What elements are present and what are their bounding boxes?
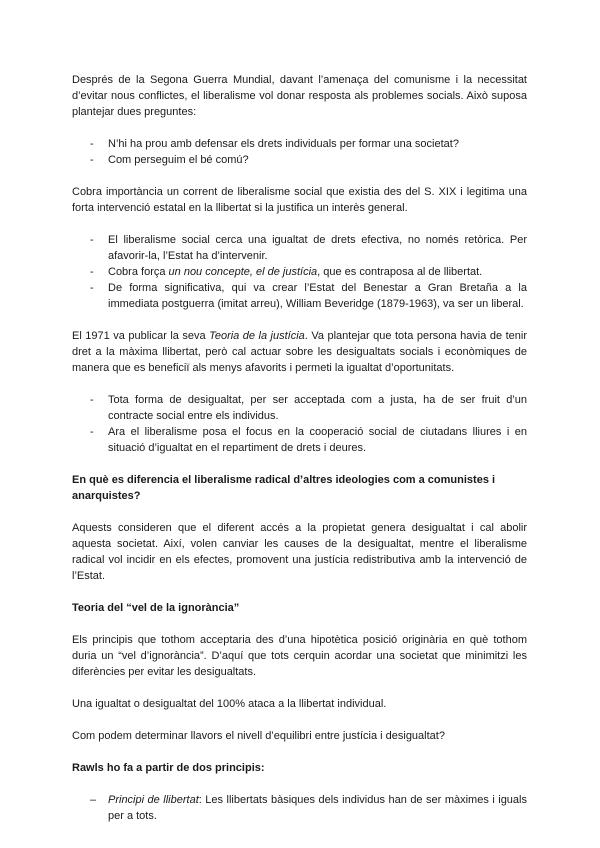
list-item: - Tota forma de desigualtat, per ser acceptada com a justa, ha de ser fruit d’un contracte social entre els individus. [90, 394, 527, 422]
list-item: - El liberalisme social cerca una igualtat de drets efectiva, no només retòrica. Per afavorir-la, l’Estat ha d’intervenir. [90, 234, 527, 262]
veil-paragraph: Els principis que tothom acceptaria des d’una hipotètica posició originària en què tothom duria un “vel d’ignorància”. D’aquí que tots cerquin acordar una societat que minimitzi les diferències per evitar les desigualtats. [72, 634, 527, 678]
list-item: - Com perseguim el bé comú? [90, 154, 249, 166]
differences-paragraph: Aquests consideren que el diferent accés a la propietat genera desigualtat i cal abolir aquesta societat. Així, volen canviar les causes de la desigualtat, mentre el liberalisme radical vol incidir en els efectes, promovent una justícia redistributiva amb la intervenció de l’Estat. [72, 522, 527, 582]
social-liberalism-paragraph: Cobra importància un corrent de liberalisme social que existia des del S. XIX i legitima una forta intervenció estatal en la llibertat si la justifica un interès general. [72, 186, 527, 214]
dash-marker: – [90, 794, 97, 806]
list-item: - Ara el liberalisme posa el focus en la cooperació social de ciutadans lliures i en situació d’igualtat en el repartiment de drets i deures. [90, 426, 527, 454]
dash-marker: - [90, 154, 94, 166]
section-heading-differences: En què es diferencia el liberalisme radical d’altres ideologies com a comunistes i anarquistes? [72, 474, 496, 502]
book-title: Teoria de la justícia [209, 330, 305, 342]
principles-list [72, 792, 527, 824]
inequality-list [72, 392, 527, 456]
dash-marker: - [90, 266, 94, 278]
document-body [72, 72, 527, 840]
dash-marker: - [90, 394, 94, 406]
equality-paragraph: Una igualtat o desigualtat del 100% ataca a la llibertat individual. [72, 698, 387, 710]
questions-list [72, 136, 527, 168]
dash-marker: - [90, 282, 94, 294]
principle-name: Principi de llibertat [108, 794, 199, 806]
list-item: – Principi de llibertat: Les llibertats bàsiques dels individus han de ser màximes i iguals per a tots. [90, 794, 527, 822]
dash-marker: - [90, 426, 94, 438]
list-item: - De forma significativa, qui va crear l’Estat del Benestar a Gran Bretaña a la immediata postguerra (imitat arreu), William Beveridge (1879-1963), va ser un liberal. [90, 282, 527, 310]
intro-paragraph: Després de la Segona Guerra Mundial, davant l’amenaça del comunisme i la necessitat d’evitar nous conflictes, el liberalisme vol donar resposta als problemes socials. Això suposa plantejar dues preguntes: [72, 74, 527, 118]
rawls-paragraph: El 1971 va publicar la seva Teoria de la justícia. Va plantejar que tota persona havia de tenir dret a la màxima llibertat, però cal actuar sobre les desigualtats socials i econòmiques de manera que es beneficiï als menys afavorits i permeti la igualtat d’oportunitats. [72, 330, 527, 374]
section-heading-veil: Teoria del “vel de la ignorància” [72, 602, 240, 614]
list-item: - N’hi ha prou amb defensar els drets individuals per formar una societat? [90, 138, 459, 150]
section-heading-principles: Rawls ho fa a partir de dos principis: [72, 762, 265, 774]
dash-marker: - [90, 234, 94, 246]
list-item: - Cobra força un nou concepte, el de justícia, que es contraposa al de llibertat. [90, 266, 483, 278]
social-liberalism-list [72, 232, 527, 312]
dash-marker: - [90, 138, 94, 150]
equilibrium-question: Com podem determinar llavors el nivell d’equilibri entre justícia i desigualtat? [72, 730, 445, 742]
